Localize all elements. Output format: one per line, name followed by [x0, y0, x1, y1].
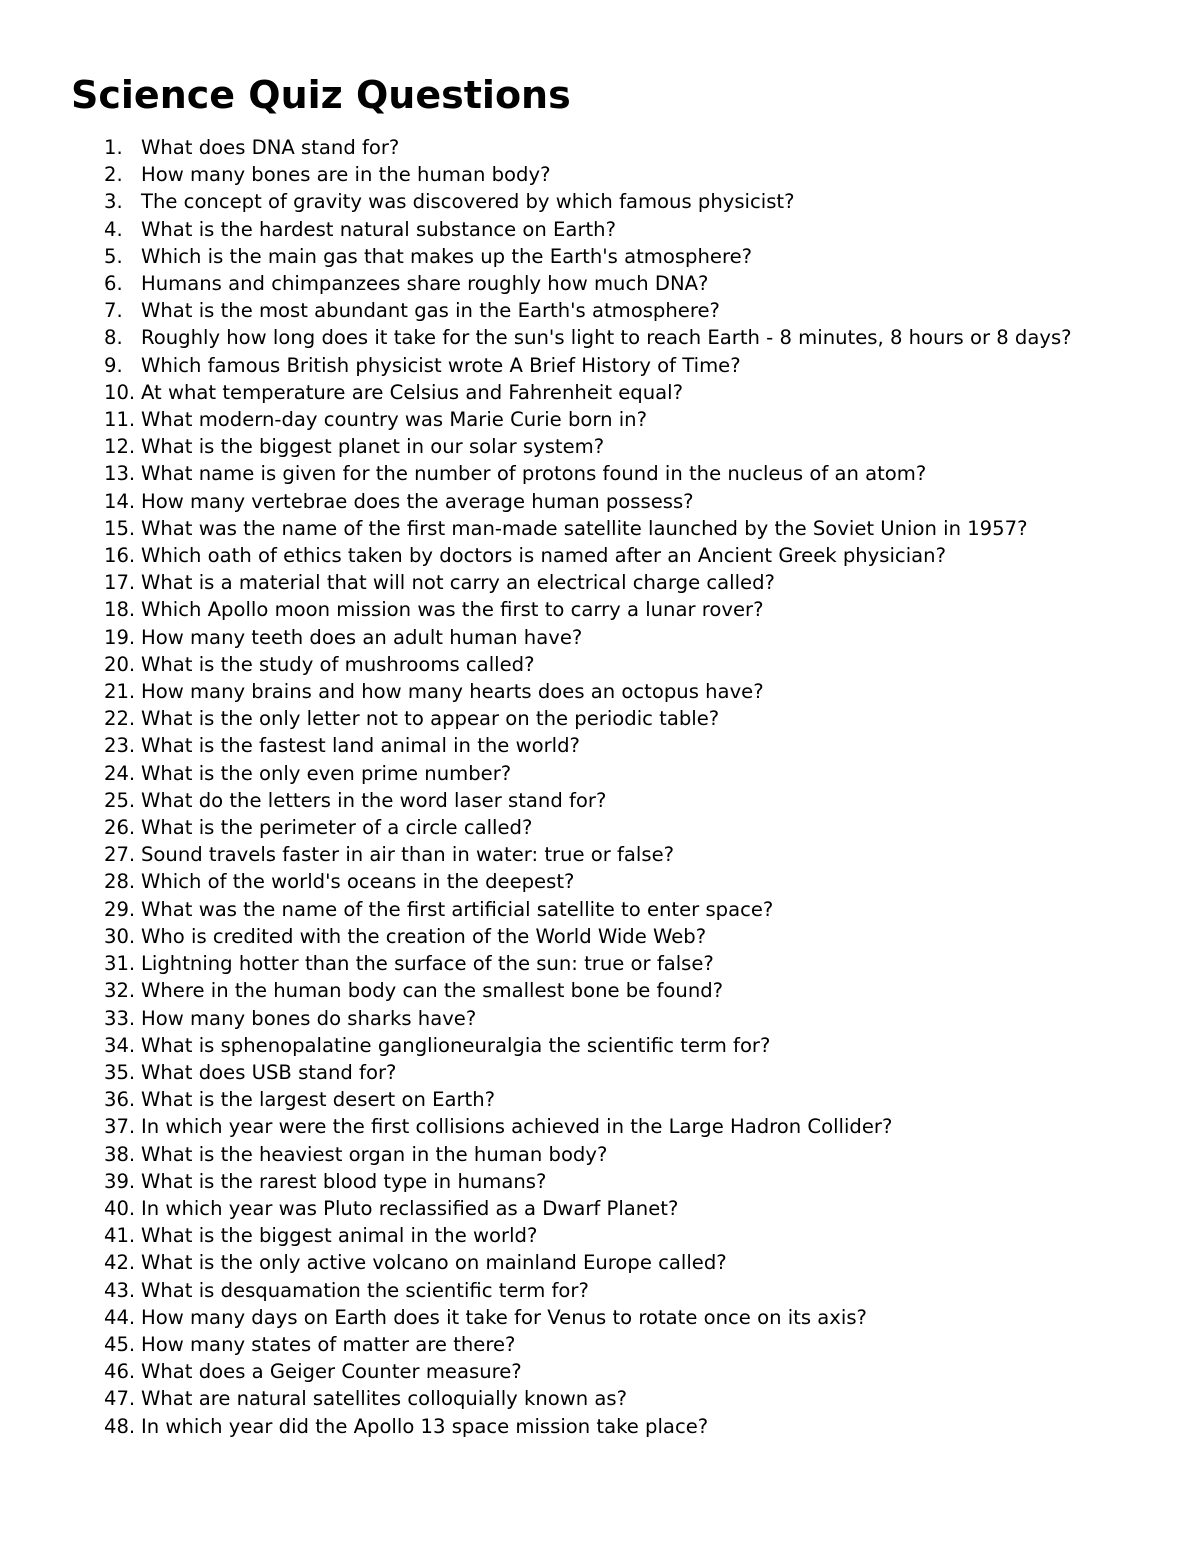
question-item	[104, 760, 1124, 787]
question-item	[104, 1249, 1124, 1276]
question-number: 35.	[104, 1060, 136, 1084]
question-number: 16.	[104, 544, 136, 568]
question-item	[104, 624, 1124, 651]
question-number: 20.	[104, 652, 136, 676]
question-number: 29.	[104, 897, 136, 921]
question-item	[104, 134, 1124, 161]
question-text: The concept of gravity was discovered by which famous physicist?	[141, 190, 795, 214]
question-item	[104, 1195, 1124, 1222]
question-number: 43.	[104, 1278, 136, 1302]
question-number: 42.	[104, 1251, 136, 1275]
question-text: Which is the main gas that makes up the Earth's atmosphere?	[141, 244, 753, 268]
question-text: Which of the world's oceans in the deepest?	[141, 870, 575, 894]
question-text: What does USB stand for?	[141, 1060, 397, 1084]
question-item	[104, 841, 1124, 868]
question-item	[104, 1086, 1124, 1113]
question-number: 38.	[104, 1142, 136, 1166]
question-item	[104, 1168, 1124, 1195]
question-text: How many teeth does an adult human have?	[141, 625, 583, 649]
question-number: 17.	[104, 571, 136, 595]
question-text: What is the only letter not to appear on the periodic table?	[141, 707, 720, 731]
question-number: 12.	[104, 435, 136, 459]
question-text: At what temperature are Celsius and Fahrenheit equal?	[141, 380, 683, 404]
question-text: What is the study of mushrooms called?	[141, 652, 535, 676]
question-text: Which Apollo moon mission was the first to carry a lunar rover?	[141, 598, 764, 622]
question-item	[104, 216, 1124, 243]
question-text: What modern-day country was Marie Curie born in?	[141, 408, 647, 432]
question-text: How many bones do sharks have?	[141, 1006, 477, 1030]
question-text: What is the most abundant gas in the Earth's atmosphere?	[141, 299, 720, 323]
question-number: 1.	[104, 136, 123, 159]
question-item	[104, 1331, 1124, 1358]
question-item	[104, 896, 1124, 923]
question-item	[104, 379, 1124, 406]
question-item	[104, 488, 1124, 515]
question-text: In which year did the Apollo 13 space mission take place?	[141, 1414, 709, 1438]
question-item	[104, 352, 1124, 379]
question-text: What is sphenopalatine ganglioneuralgia the scientific term for?	[141, 1033, 771, 1057]
question-item	[104, 814, 1124, 841]
question-text: What was the name of the first artificial satellite to enter space?	[141, 897, 774, 921]
question-text: What is the perimeter of a circle called?	[141, 816, 533, 840]
question-item	[104, 515, 1124, 542]
question-number: 22.	[104, 707, 136, 731]
question-text: How many brains and how many hearts does an octopus have?	[141, 680, 764, 704]
question-text: What does DNA stand for?	[141, 136, 400, 159]
question-item	[104, 243, 1124, 270]
question-item	[104, 1005, 1124, 1032]
question-text: Which famous British physicist wrote A Brief History of Time?	[141, 353, 741, 377]
question-number: 9.	[104, 353, 123, 377]
question-item	[104, 596, 1124, 623]
question-number: 8.	[104, 326, 123, 350]
question-text: Roughly how long does it take for the sun's light to reach Earth - 8 minutes, 8 hours or 8 days?	[141, 326, 1072, 350]
question-text: What is the rarest blood type in humans?	[141, 1169, 547, 1193]
question-item	[104, 161, 1124, 188]
question-number: 46.	[104, 1360, 136, 1384]
question-item	[104, 1059, 1124, 1086]
question-text: What do the letters in the word laser stand for?	[141, 788, 607, 812]
question-text: What is the only active volcano on mainland Europe called?	[141, 1251, 727, 1275]
question-item	[104, 678, 1124, 705]
question-number: 19.	[104, 625, 136, 649]
question-number: 30.	[104, 924, 136, 948]
question-number: 15.	[104, 516, 136, 540]
question-text: What is the biggest planet in our solar system?	[141, 435, 605, 459]
question-item	[104, 433, 1124, 460]
question-text: What was the name of the first man-made satellite launched by the Soviet Union in 1957?	[141, 516, 1028, 540]
question-text: Lightning hotter than the surface of the sun: true or false?	[141, 952, 714, 976]
question-item	[104, 460, 1124, 487]
question-text: What is a material that will not carry an electrical charge called?	[141, 571, 775, 595]
question-item	[104, 868, 1124, 895]
question-number: 3.	[104, 190, 123, 214]
question-number: 45.	[104, 1332, 136, 1356]
question-number: 10.	[104, 380, 136, 404]
question-text: In which year was Pluto reclassified as a Dwarf Planet?	[141, 1196, 679, 1220]
question-text: Where in the human body can the smallest bone be found?	[141, 979, 724, 1003]
question-item	[104, 542, 1124, 569]
question-number: 27.	[104, 843, 136, 867]
question-text: What is the only even prime number?	[141, 761, 512, 785]
question-number: 47.	[104, 1387, 136, 1411]
question-item	[104, 977, 1124, 1004]
question-list	[104, 134, 1124, 1440]
question-number: 11.	[104, 408, 136, 432]
page-title: Science Quiz Questions	[71, 73, 571, 117]
question-number: 4.	[104, 217, 123, 241]
question-number: 23.	[104, 734, 136, 758]
question-number: 2.	[104, 163, 123, 187]
question-text: What is desquamation the scientific term for?	[141, 1278, 589, 1302]
question-text: Who is credited with the creation of the World Wide Web?	[141, 924, 707, 948]
question-text: How many states of matter are there?	[141, 1332, 516, 1356]
question-text: What are natural satellites colloquially known as?	[141, 1387, 628, 1411]
question-number: 5.	[104, 244, 123, 268]
question-number: 18.	[104, 598, 136, 622]
question-item	[104, 297, 1124, 324]
question-item	[104, 1032, 1124, 1059]
question-number: 13.	[104, 462, 136, 486]
question-text: How many vertebrae does the average human possess?	[141, 489, 694, 513]
question-number: 48.	[104, 1414, 136, 1438]
question-number: 14.	[104, 489, 136, 513]
question-item	[104, 1304, 1124, 1331]
question-number: 6.	[104, 272, 123, 296]
question-number: 26.	[104, 816, 136, 840]
question-number: 37.	[104, 1115, 136, 1139]
question-number: 7.	[104, 299, 123, 323]
question-item	[104, 1141, 1124, 1168]
question-item	[104, 1113, 1124, 1140]
question-item	[104, 923, 1124, 950]
question-item	[104, 732, 1124, 759]
question-number: 24.	[104, 761, 136, 785]
question-number: 33.	[104, 1006, 136, 1030]
question-text: How many bones are in the human body?	[141, 163, 551, 187]
question-text: Which oath of ethics taken by doctors is named after an Ancient Greek physician?	[141, 544, 946, 568]
question-item	[104, 188, 1124, 215]
question-item	[104, 406, 1124, 433]
question-text: How many days on Earth does it take for Venus to rotate once on its axis?	[141, 1305, 867, 1329]
question-text: In which year were the first collisions achieved in the Large Hadron Collider?	[141, 1115, 893, 1139]
question-number: 25.	[104, 788, 136, 812]
question-item	[104, 1358, 1124, 1385]
question-number: 21.	[104, 680, 136, 704]
question-text: What does a Geiger Counter measure?	[141, 1360, 522, 1384]
question-item	[104, 569, 1124, 596]
question-number: 31.	[104, 952, 136, 976]
question-text: Sound travels faster in air than in water: true or false?	[141, 843, 675, 867]
question-item	[104, 1222, 1124, 1249]
question-item	[104, 787, 1124, 814]
question-text: What is the largest desert on Earth?	[141, 1088, 496, 1112]
question-number: 44.	[104, 1305, 136, 1329]
question-item	[104, 950, 1124, 977]
question-text: What is the heaviest organ in the human body?	[141, 1142, 608, 1166]
question-item	[104, 1277, 1124, 1304]
question-item	[104, 1413, 1124, 1440]
question-number: 32.	[104, 979, 136, 1003]
question-number: 41.	[104, 1224, 136, 1248]
question-number: 36.	[104, 1088, 136, 1112]
question-text: What is the hardest natural substance on Earth?	[141, 217, 616, 241]
question-text: What is the fastest land animal in the world?	[141, 734, 580, 758]
question-text: What is the biggest animal in the world?	[141, 1224, 538, 1248]
question-item	[104, 324, 1124, 351]
question-number: 28.	[104, 870, 136, 894]
question-number: 39.	[104, 1169, 136, 1193]
question-item	[104, 1385, 1124, 1412]
question-text: What name is given for the number of protons found in the nucleus of an atom?	[141, 462, 927, 486]
question-number: 40.	[104, 1196, 136, 1220]
question-item	[104, 651, 1124, 678]
question-item	[104, 705, 1124, 732]
question-item	[104, 270, 1124, 297]
question-text: Humans and chimpanzees share roughly how much DNA?	[141, 272, 709, 296]
question-number: 34.	[104, 1033, 136, 1057]
